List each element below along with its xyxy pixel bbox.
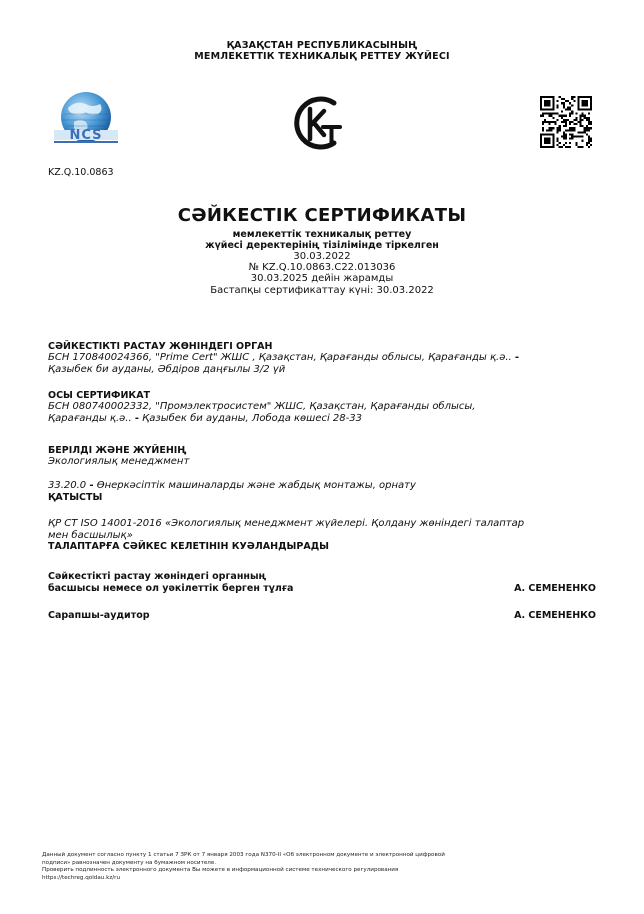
footer-line-1: Данный документ согласно пункту 1 статьи 7 ЗРК от 7 января 2003 года N370-II «Об электронном документе и электронной цифровой <box>42 852 445 858</box>
header <box>0 40 644 62</box>
head-label-line-1: Сәйкестікті растау жөніндегі органның <box>48 571 267 582</box>
subtitle-line-2: жүйесі деректерінің тізілімінде тіркелген <box>205 240 439 251</box>
dash: - <box>514 352 520 363</box>
scope-code: 33.20.0 <box>48 480 90 491</box>
certificate-subtitle <box>0 229 644 296</box>
section-text <box>48 352 608 364</box>
holder-line-2 <box>48 413 608 425</box>
head-label-line-2: басшысы немесе ол уәкілеттік берген тұлға <box>48 583 294 594</box>
issued-section <box>48 445 608 468</box>
kz-conformity-emblem-icon <box>290 93 350 153</box>
footer-line-2: подписи» равнозначен документу на бумажном носителе. <box>42 859 217 866</box>
section-heading: СӘЙКЕСТІКТІ РАСТАУ ЖӨНІНДЕГІ ОРГАН <box>48 341 273 352</box>
holder-section <box>48 390 608 424</box>
footer-legal-note <box>42 852 602 882</box>
conformity-heading: ТАЛАПТАРҒА СӘЙКЕС КЕЛЕТІНІН КУӘЛАНДЫРАДЫ <box>48 541 329 552</box>
scope-text <box>48 480 608 492</box>
holder-line-2-part: Қарағанды қ.ә.. <box>48 412 135 424</box>
svg-text:NCS: NCS <box>69 128 103 143</box>
body-line-2: Қазыбек би ауданы, Әбдіров даңғылы 3/2 үй <box>48 363 286 375</box>
scope-description: Өнеркәсіптік машиналарды және жабдық монтажы, орнату <box>93 480 416 491</box>
registration-number: KZ.Q.10.0863 <box>48 167 114 178</box>
scope-section <box>48 480 608 503</box>
header-line-1: ҚАЗАҚСТАН РЕСПУБЛИКАСЫНЫҢ <box>226 40 418 51</box>
footer-line-3: Проверить подлинность электронного документа Вы можете в информационной системе технического регулирования <box>42 867 399 874</box>
dash: - <box>89 480 94 491</box>
standard-line-2: мен басшылық» <box>48 529 133 541</box>
section-heading: ҚАТЫСТЫ <box>48 491 103 503</box>
holder-line-2-part: Қазыбек би ауданы, Лобода көшесі 28-33 <box>138 412 362 424</box>
header-line-2: МЕМЛЕКЕТТІК ТЕХНИКАЛЫҚ РЕТТЕУ ЖҮЙЕСІ <box>194 51 450 62</box>
initial-certification-date: Бастапқы сертификаттау күні: 30.03.2022 <box>210 284 434 296</box>
valid-until: 30.03.2025 дейін жарамды <box>250 273 394 285</box>
footer-link[interactable]: https://techreg.qoldau.kz/ru <box>42 874 120 881</box>
head-signature-name: А. СЕМЕНЕНКО <box>514 583 596 594</box>
section-heading: БЕРІЛДІ ЖӘНЕ ЖҮЙЕНІҢ <box>48 445 187 456</box>
dash: - <box>134 412 139 424</box>
issued-text: Экологиялық менеджмент <box>48 456 190 467</box>
body-line-1: БСН 170840024366, "Prime Cert" ЖШС , Қазақстан, Қарағанды облысы, Қарағанды қ.ә.. <box>48 352 515 363</box>
registered-date: 30.03.2022 <box>293 251 351 262</box>
section-heading: ОСЫ СЕРТИФИКАТ <box>48 390 151 401</box>
head-signature-label <box>48 571 293 595</box>
standard-section <box>48 518 608 552</box>
holder-line-1: БСН 080740002332, "Промэлектросистем" ЖШС, Қазақстан, Қарағанды облысы, <box>48 401 476 412</box>
certification-body-section <box>48 341 608 375</box>
subtitle-line-1: мемлекеттік техникалық реттеу <box>232 229 412 240</box>
qr-code-icon <box>540 96 592 148</box>
certificate-number: № KZ.Q.10.0863.C22.013036 <box>248 262 396 274</box>
auditor-name: А. СЕМЕНЕНКО <box>514 610 596 621</box>
certificate-title: СӘЙКЕСТІК СЕРТИФИКАТЫ <box>177 205 467 226</box>
ncs-logo-icon <box>48 90 124 152</box>
standard-line-1: ҚР СТ ISO 14001-2016 «Экологиялық менеджмент жүйелері. Қолдану жөніндегі талаптар <box>48 518 525 529</box>
auditor-label: Сарапшы-аудитор <box>48 610 150 621</box>
